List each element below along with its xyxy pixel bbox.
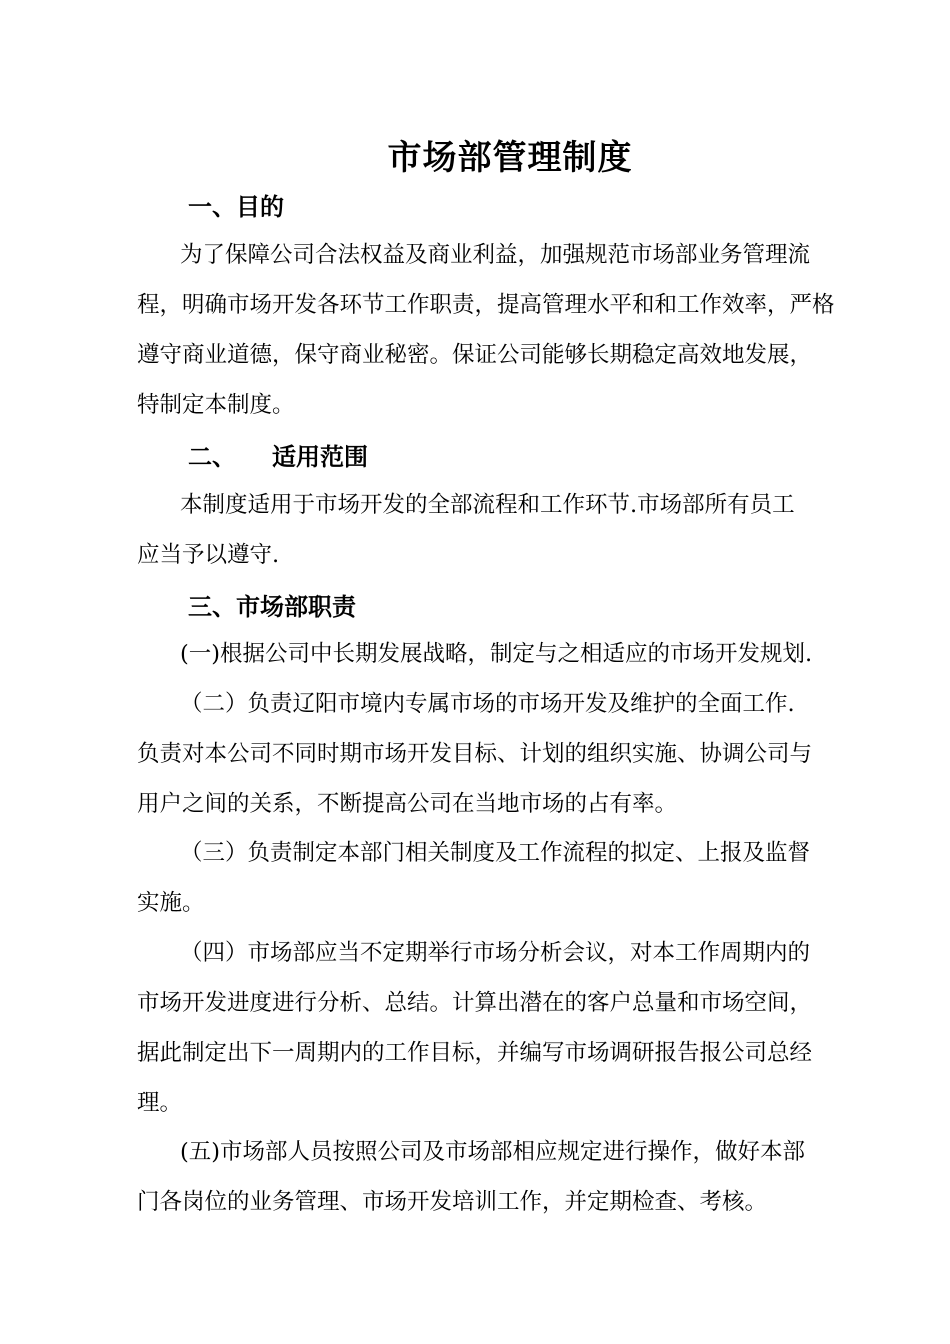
section-title: 适用范围 [272,442,368,471]
paragraph-line: （四）市场部应当不定期举行市场分析会议，对本工作周期内的 [180,940,811,966]
paragraph-line: 市场开发进度进行分析、总结。计算出潜在的客户总量和市场空间， [137,990,813,1016]
paragraph-line: 特制定本制度。 [137,392,295,418]
paragraph-line: 应当予以遵守. [137,542,280,568]
section-heading-duties: 三、市场部职责 [188,592,356,621]
paragraph-line: 实施。 [137,890,205,916]
paragraph-line: 据此制定出下一周期内的工作目标，并编写市场调研报告报公司总经 [137,1040,813,1066]
paragraph-line: 本制度适用于市场开发的全部流程和工作环节.市场部所有员工 [180,492,795,518]
paragraph-line: 用户之间的关系，不断提高公司在当地市场的占有率。 [137,791,678,817]
section-heading-scope [188,437,368,472]
paragraph-line: 门各岗位的业务管理、市场开发培训工作，并定期检查、考核。 [137,1189,768,1215]
paragraph-line: 理。 [137,1090,183,1116]
paragraph-line: 为了保障公司合法权益及商业利益，加强规范市场部业务管理流 [180,242,811,268]
paragraph-line: （二）负责辽阳市境内专属市场的市场开发及维护的全面工作. [180,691,795,717]
paragraph-line: (一)根据公司中长期发展战略，制定与之相适应的市场开发规划. [180,641,813,667]
paragraph-line: 程，明确市场开发各环节工作职责，提高管理水平和和工作效率，严格 [137,292,835,318]
section-heading-purpose: 一、目的 [188,192,284,221]
paragraph-line: （三）负责制定本部门相关制度及工作流程的拟定、上报及监督 [180,840,811,866]
document-title: 市场部管理制度 [387,138,633,178]
paragraph-line: 负责对本公司不同时期市场开发目标、计划的组织实施、协调公司与 [137,741,813,767]
paragraph-line: (五)市场部人员按照公司及市场部相应规定进行操作，做好本部 [180,1139,806,1165]
section-number: 二、 [188,442,236,471]
paragraph-line: 遵守商业道德，保守商业秘密。保证公司能够长期稳定高效地发展， [137,342,813,368]
